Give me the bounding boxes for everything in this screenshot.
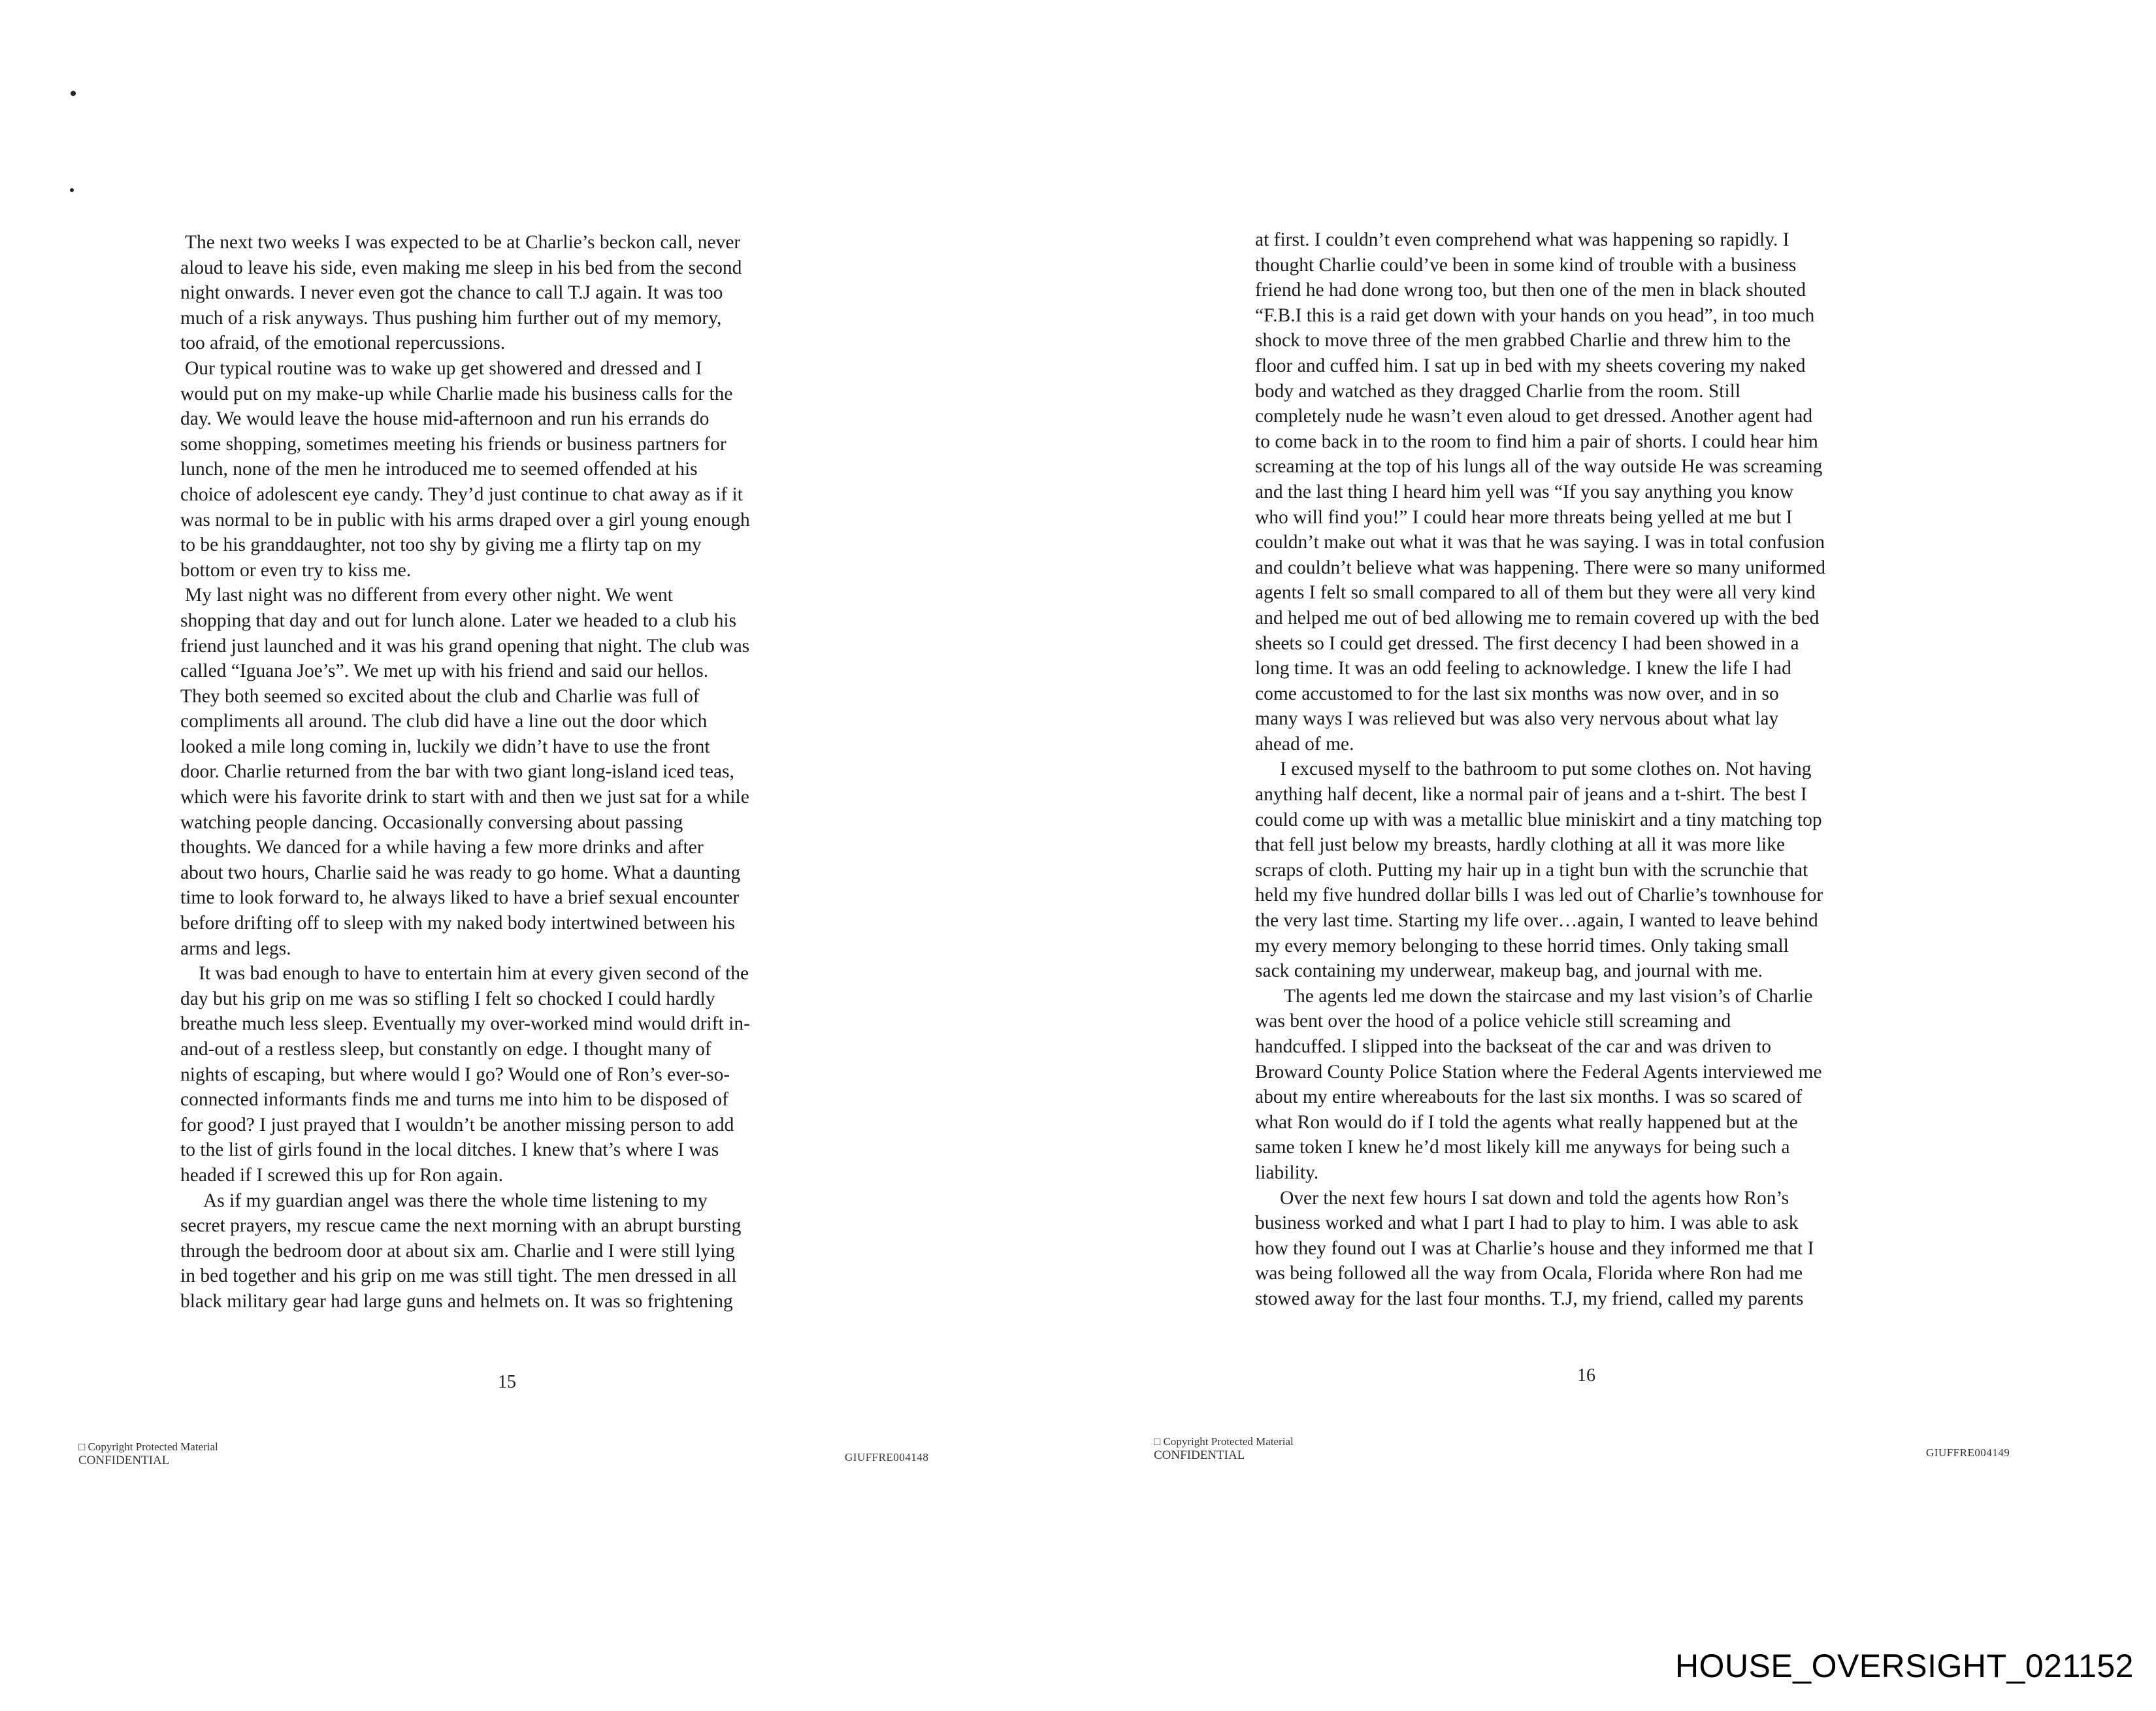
text-line: secret prayers, my rescue came the next morning with an abrupt bursting — [180, 1215, 742, 1237]
text-line: night onwards. I never even got the chance to call T.J again. It was too — [180, 282, 723, 304]
text-line: about two hours, Charlie said he was ready to go home. What a daunting — [180, 862, 741, 883]
text-line: about my entire whereabouts for the last six months. I was so scared of — [1255, 1086, 1803, 1108]
text-line: Our typical routine was to wake up get showered and dressed and I — [185, 357, 702, 379]
text-line: liability. — [1255, 1162, 1319, 1183]
text-line: friend just launched and it was his grand opening that night. The club was — [180, 635, 750, 657]
text-line: come accustomed to for the last six months was now over, and in so — [1255, 683, 1779, 704]
bates-number: GIUFFRE004149 — [1926, 1446, 2010, 1459]
scan-speck — [71, 91, 76, 96]
text-line: how they found out I was at Charlie’s house and they informed me that I — [1255, 1237, 1814, 1259]
copyright-notice: □ Copyright Protected Material — [78, 1441, 218, 1453]
text-line: I excused myself to the bathroom to put some clothes on. Not having — [1280, 758, 1812, 780]
text-line: breathe much less sleep. Eventually my over-worked mind would drift in- — [180, 1013, 750, 1035]
text-line: “F.B.I this is a raid get down with your hands on you head”, in too much — [1255, 304, 1815, 326]
text-line: held my five hundred dollar bills I was led out of Charlie’s townhouse for — [1255, 885, 1823, 906]
text-line: which were his favorite drink to start with and then we just sat for a while — [180, 787, 749, 808]
text-line: many ways I was relieved but was also very nervous about what lay — [1255, 708, 1779, 730]
text-line: to be his granddaughter, not too shy by giving me a flirty tap on my — [180, 534, 702, 556]
copyright-notice: □ Copyright Protected Material — [1154, 1435, 1294, 1448]
text-line: couldn’t make out what it was that he was saying. I was in total confusion — [1255, 532, 1825, 553]
text-line: screaming at the top of his lungs all of the way outside He was screaming — [1255, 456, 1823, 478]
text-line: lunch, none of the men he introduced me to seemed offended at his — [180, 459, 698, 480]
text-line: the very last time. Starting my life over…again, I wanted to leave behind — [1255, 910, 1818, 932]
text-line: friend he had done wrong too, but then one of the men in black shouted — [1255, 280, 1806, 301]
page-15-body-text — [180, 230, 750, 1314]
text-line: arms and legs. — [180, 937, 291, 959]
text-line: looked a mile long coming in, luckily we didn’t have to use the front — [180, 736, 710, 757]
text-line: and couldn’t believe what was happening. There were so many uniformed — [1255, 557, 1825, 578]
text-line: connected informants finds me and turns me into him to be disposed of — [180, 1089, 728, 1111]
text-line: agents I felt so small compared to all of them but they were all very kind — [1255, 582, 1816, 604]
text-line: in bed together and his grip on me was still tight. The men dressed in all — [180, 1265, 737, 1287]
text-line: much of a risk anyways. Thus pushing him further out of my memory, — [180, 307, 722, 329]
text-line: and the last thing I heard him yell was “If you say anything you know — [1255, 481, 1794, 502]
text-line: some shopping, sometimes meeting his friends or business partners for — [180, 433, 727, 455]
text-line: too afraid, of the emotional repercussions. — [180, 333, 506, 354]
text-line: day but his grip on me was so stifling I felt so chocked I could hardly — [180, 988, 715, 1009]
text-line: was being followed all the way from Ocala, Florida where Ron had me — [1255, 1263, 1803, 1284]
text-line: to the list of girls found in the local ditches. I knew that’s where I was — [180, 1139, 719, 1161]
text-line: shock to move three of the men grabbed Charlie and threw him to the — [1255, 330, 1791, 351]
text-line: scraps of cloth. Putting my hair up in a tight bun with the scrunchie that — [1255, 859, 1808, 881]
text-line: thoughts. We danced for a while having a few more drinks and after — [180, 837, 704, 858]
text-line: business worked and what I part I had to play to him. I was able to ask — [1255, 1213, 1799, 1234]
text-line: It was bad enough to have to entertain him at every given second of the — [199, 963, 749, 985]
text-line: Over the next few hours I sat down and told the agents how Ron’s — [1280, 1187, 1789, 1209]
text-line: sheets so I could get dressed. The first decency I had been showed in a — [1255, 632, 1799, 654]
page-number: 15 — [498, 1372, 516, 1392]
text-line: called “Iguana Joe’s”. We met up with his friend and said our hellos. — [180, 660, 709, 682]
text-line: that fell just below my breasts, hardly clothing at all it was more like — [1255, 834, 1786, 856]
text-line: day. We would leave the house mid-afternoon and run his errands do — [180, 408, 710, 430]
text-line: Broward County Police Station where the Federal Agents interviewed me — [1255, 1061, 1822, 1083]
text-line: floor and cuffed him. I sat up in bed with my sheets covering my naked — [1255, 355, 1806, 376]
text-line: to come back in to the room to find him a pair of shorts. I could hear him — [1255, 431, 1818, 452]
text-line: body and watched as they dragged Charlie from the room. Still — [1255, 380, 1741, 402]
text-line: and-out of a restless sleep, but constantly on edge. I thought many of — [180, 1039, 711, 1060]
text-line: As if my guardian angel was there the whole time listening to my — [203, 1190, 708, 1211]
text-line: bottom or even try to kiss me. — [180, 559, 412, 581]
page-16-body-text — [1255, 227, 1825, 1312]
text-line: They both seemed so excited about the club and Charlie was full of — [180, 685, 700, 707]
text-line: The next two weeks I was expected to be at Charlie’s beckon call, never — [185, 232, 741, 253]
page-number: 16 — [1577, 1365, 1595, 1386]
text-line: ahead of me. — [1255, 733, 1354, 755]
text-line: The agents led me down the staircase and my last vision’s of Charlie — [1284, 985, 1813, 1007]
copyright-footer — [1154, 1435, 1294, 1463]
text-line: completely nude he wasn’t even aloud to get dressed. Another agent had — [1255, 406, 1813, 427]
text-line: through the bedroom door at about six am. Charlie and I were still lying — [180, 1240, 735, 1262]
text-line: before drifting off to sleep with my naked body intertwined between his — [180, 913, 736, 934]
text-line: compliments all around. The club did have a line out the door which — [180, 711, 708, 732]
text-line: was normal to be in public with his arms draped over a girl young enough — [180, 509, 750, 530]
text-line: stowed away for the last four months. T.J, my friend, called my parents — [1255, 1288, 1804, 1309]
text-line: choice of adolescent eye candy. They’d just continue to chat away as if it — [180, 483, 743, 505]
confidential-label: CONFIDENTIAL — [1154, 1448, 1245, 1462]
text-line: My last night was no different from every other night. We went — [185, 585, 673, 606]
bates-number: GIUFFRE004148 — [845, 1451, 929, 1463]
text-line: my every memory belonging to these horrid times. Only taking small — [1255, 935, 1789, 956]
text-line: anything half decent, like a normal pair of jeans and a t-shirt. The best I — [1255, 784, 1807, 806]
text-line: time to look forward to, he always liked to have a brief sexual encounter — [180, 887, 740, 909]
text-line: who will find you!” I could hear more threats being yelled at me but I — [1255, 506, 1793, 528]
text-line: handcuffed. I slipped into the backseat of the car and was driven to — [1255, 1036, 1771, 1057]
text-line: what Ron would do if I told the agents what really happened but at the — [1255, 1111, 1798, 1133]
text-line: aloud to leave his side, even making me sleep in his bed from the second — [180, 257, 742, 278]
scan-speck — [70, 188, 74, 192]
text-line: was bent over the hood of a police vehicle still screaming and — [1255, 1011, 1731, 1032]
text-line: thought Charlie could’ve been in some kind of trouble with a business — [1255, 254, 1797, 276]
text-line: headed if I screwed this up for Ron again. — [180, 1164, 503, 1186]
text-line: would put on my make-up while Charlie made his business calls for the — [180, 383, 733, 404]
text-line: shopping that day and out for lunch alone. Later we headed to a club his — [180, 610, 737, 631]
text-line: for good? I just prayed that I wouldn’t be another missing person to add — [180, 1114, 734, 1135]
text-line: black military gear had large guns and helmets on. It was so frightening — [180, 1290, 733, 1312]
copyright-footer — [78, 1440, 218, 1468]
document-stamp: HOUSE_OVERSIGHT_021152 — [1674, 1648, 2134, 1684]
text-line: watching people dancing. Occasionally conversing about passing — [180, 811, 683, 833]
text-line: at first. I couldn’t even comprehend what was happening so rapidly. I — [1255, 229, 1789, 250]
text-line: same token I knew he’d most likely kill me anyways for being such a — [1255, 1137, 1790, 1158]
text-line: long time. It was an odd feeling to acknowledge. I knew the life I had — [1255, 658, 1791, 679]
text-line: could come up with was a metallic blue miniskirt and a tiny matching top — [1255, 809, 1822, 830]
text-line: sack containing my underwear, makeup bag, and journal with me. — [1255, 960, 1763, 982]
confidential-label: CONFIDENTIAL — [78, 1454, 170, 1467]
text-line: and helped me out of bed allowing me to remain covered up with the bed — [1255, 607, 1820, 628]
text-line: door. Charlie returned from the bar with two giant long-island iced teas, — [180, 761, 734, 783]
text-line: nights of escaping, but where would I go? Would one of Ron’s ever-so- — [180, 1064, 730, 1085]
